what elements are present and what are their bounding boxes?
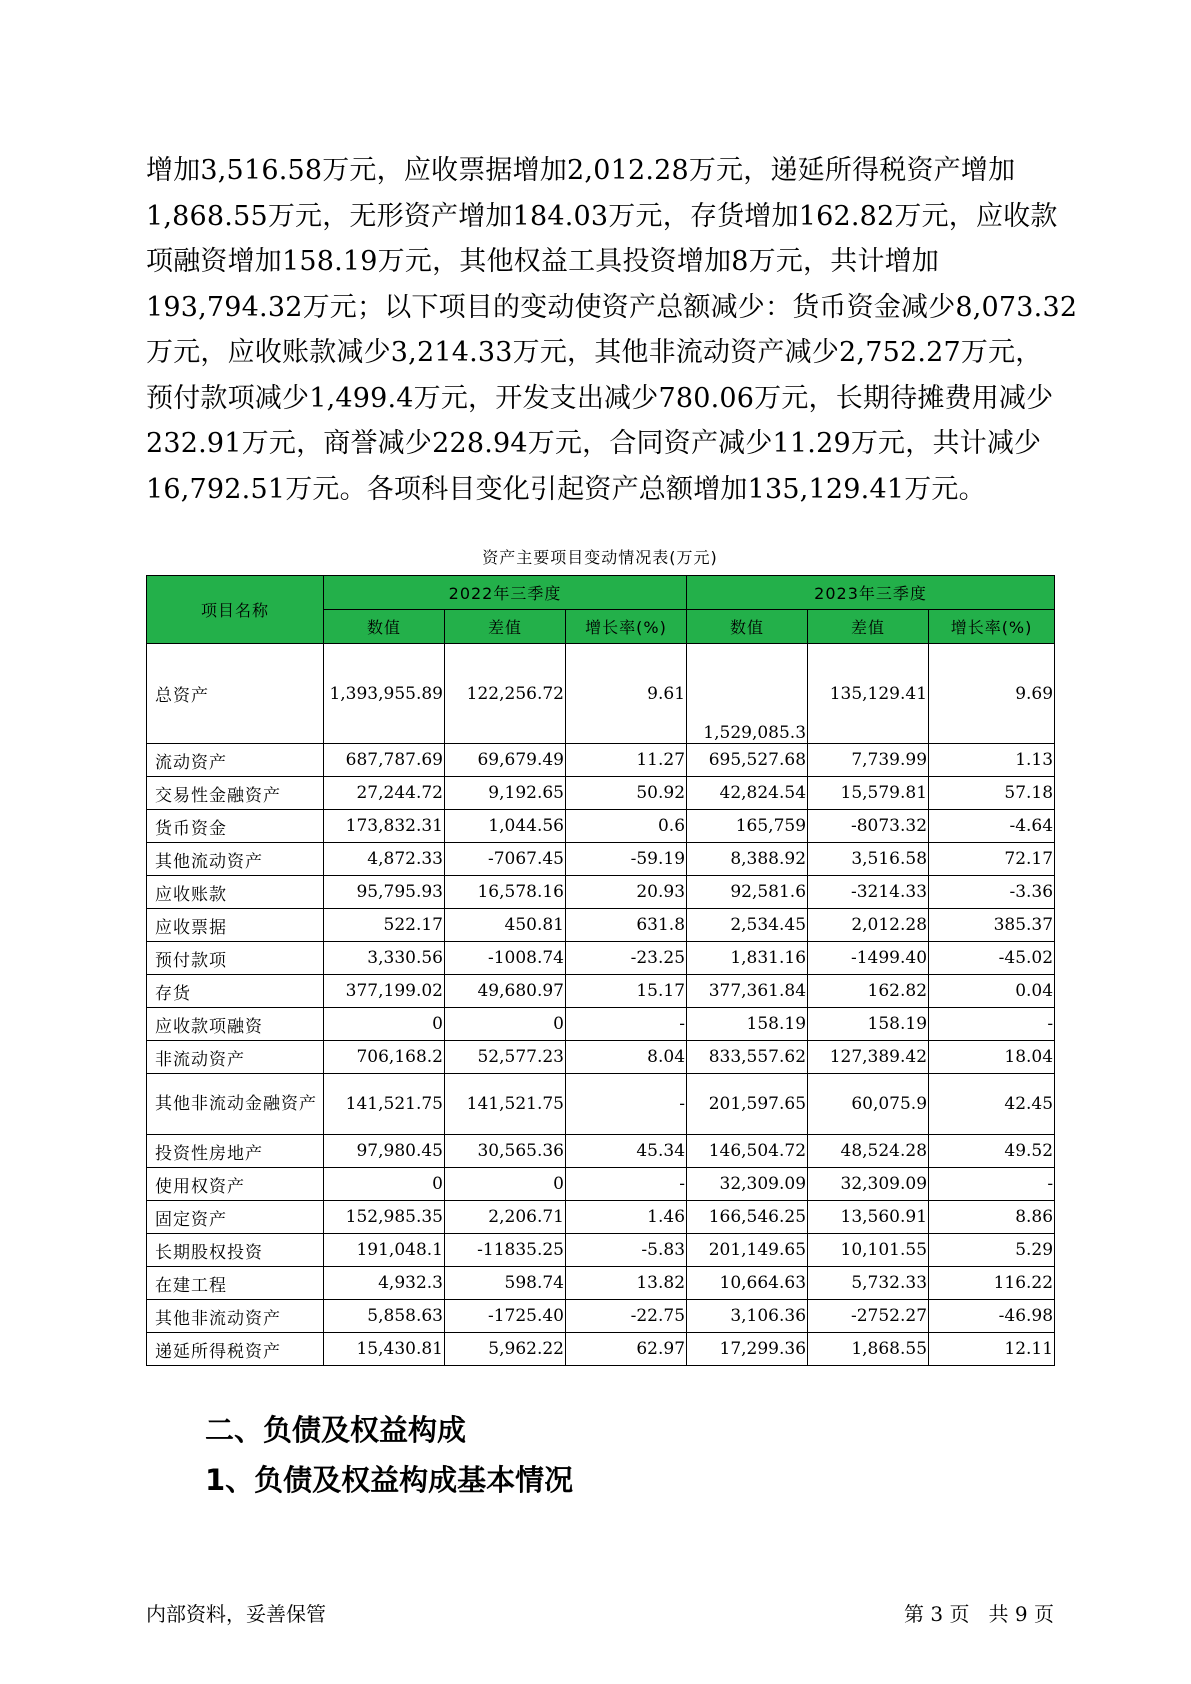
row-cell: -1499.40 [808,942,929,975]
table-row [147,644,1055,744]
row-cell: 49.52 [929,1135,1055,1168]
row-cell: 92,581.6 [687,876,808,909]
row-cell: 4,872.33 [324,843,445,876]
table-caption: 资产主要项目变动情况表(万元) [482,548,718,567]
row-cell: -7067.45 [445,843,566,876]
row-cell: -1725.40 [445,1300,566,1333]
row-cell: 116.22 [929,1267,1055,1300]
table-row [147,810,1055,843]
footer-confidential-note: 内部资料，妥善保管 [146,1602,326,1626]
row-cell: 706,168.2 [324,1041,445,1074]
table-body [147,644,1055,1366]
row-cell: -2752.27 [808,1300,929,1333]
row-cell: 60,075.9 [808,1074,929,1135]
row-cell: 8.86 [929,1201,1055,1234]
row-cell: 8,388.92 [687,843,808,876]
subsection-heading: 1、负债及权益构成基本情况 [205,1463,574,1497]
row-cell: -5.83 [566,1234,687,1267]
row-cell: 95,795.93 [324,876,445,909]
header-diff: 差值 [808,610,929,644]
row-cell: 32,309.09 [687,1168,808,1201]
row-cell: 12.11 [929,1333,1055,1366]
row-cell: 0 [324,1008,445,1041]
row-item-name: 使用权资产 [147,1168,324,1201]
row-cell: 13,560.91 [808,1201,929,1234]
footer-page-number: 第 3 页 共 9 页 [904,1602,1054,1626]
row-cell: -3.36 [929,876,1055,909]
row-cell: -4.64 [929,810,1055,843]
row-cell: -45.02 [929,942,1055,975]
row-cell: 62.97 [566,1333,687,1366]
row-cell: 72.17 [929,843,1055,876]
table-row [147,1008,1055,1041]
row-cell: -1008.74 [445,942,566,975]
row-item-name: 应收票据 [147,909,324,942]
row-cell: 377,199.02 [324,975,445,1008]
row-cell: 1,393,955.89 [324,644,445,744]
row-cell: 3,106.36 [687,1300,808,1333]
row-cell: - [929,1168,1055,1201]
row-cell: -11835.25 [445,1234,566,1267]
row-item-name: 应收账款 [147,876,324,909]
paragraph-line: 193,794.32万元；以下项目的变动使资产总额减少：货币资金减少8,073.32 [146,291,1078,323]
row-cell: 165,759 [687,810,808,843]
row-item-name: 长期股权投资 [147,1234,324,1267]
table-row [147,1300,1055,1333]
row-cell: 42.45 [929,1074,1055,1135]
row-item-name: 在建工程 [147,1267,324,1300]
row-cell: -3214.33 [808,876,929,909]
row-cell: 45.34 [566,1135,687,1168]
row-cell: 152,985.35 [324,1201,445,1234]
row-cell: 7,739.99 [808,744,929,777]
row-cell: 49,680.97 [445,975,566,1008]
row-item-name: 其他非流动资产 [147,1300,324,1333]
row-cell: 17,299.36 [687,1333,808,1366]
row-cell: 15.17 [566,975,687,1008]
header-value: 数值 [324,610,445,644]
row-cell: 122,256.72 [445,644,566,744]
row-cell: 833,557.62 [687,1041,808,1074]
row-cell: -59.19 [566,843,687,876]
row-cell: - [929,1008,1055,1041]
row-cell: 0 [324,1168,445,1201]
table-row [147,744,1055,777]
row-cell: 16,578.16 [445,876,566,909]
table-row [147,1201,1055,1234]
row-cell: 201,597.65 [687,1074,808,1135]
header-diff: 差值 [445,610,566,644]
row-cell: 18.04 [929,1041,1055,1074]
row-cell: 3,516.58 [808,843,929,876]
row-cell: 2,012.28 [808,909,929,942]
row-cell: 377,361.84 [687,975,808,1008]
row-cell: 15,430.81 [324,1333,445,1366]
row-cell: -46.98 [929,1300,1055,1333]
row-cell: 3,330.56 [324,942,445,975]
table-row [147,1234,1055,1267]
table-row [147,777,1055,810]
paragraph-line: 232.91万元，商誉减少228.94万元，合同资产减少11.29万元，共计减少 [146,428,1042,459]
header-growth: 增长率(%) [929,610,1055,644]
row-cell: 20.93 [566,876,687,909]
row-item-name: 交易性金融资产 [147,777,324,810]
row-item-name: 货币资金 [147,810,324,843]
row-cell: 30,565.36 [445,1135,566,1168]
table-row [147,1333,1055,1366]
row-cell: 141,521.75 [324,1074,445,1135]
row-cell: 9.69 [929,644,1055,744]
row-cell: 5,732.33 [808,1267,929,1300]
row-cell: 32,309.09 [808,1168,929,1201]
table-row [147,843,1055,876]
row-item-name: 递延所得税资产 [147,1333,324,1366]
row-item-name: 应收款项融资 [147,1008,324,1041]
header-period-2022: 2022年三季度 [324,576,687,610]
row-cell: 687,787.69 [324,744,445,777]
row-cell: -23.25 [566,942,687,975]
table-row [147,975,1055,1008]
row-cell: 0 [445,1168,566,1201]
table-row [147,1135,1055,1168]
header-period-2023: 2023年三季度 [687,576,1055,610]
header-value: 数值 [687,610,808,644]
row-cell: 8.04 [566,1041,687,1074]
row-cell: 166,546.25 [687,1201,808,1234]
row-cell: 162.82 [808,975,929,1008]
table-row [147,942,1055,975]
row-cell: 15,579.81 [808,777,929,810]
row-cell: 5.29 [929,1234,1055,1267]
row-cell: 11.27 [566,744,687,777]
paragraph-line: 万元，应收账款减少3,214.33万元，其他非流动资产减少2,752.27万元， [146,337,1043,368]
row-cell: 191,048.1 [324,1234,445,1267]
row-cell: - [566,1168,687,1201]
section-heading: 二、负债及权益构成 [205,1413,467,1447]
table-row [147,1267,1055,1300]
row-item-name: 非流动资产 [147,1041,324,1074]
row-cell: 13.82 [566,1267,687,1300]
row-cell: 97,980.45 [324,1135,445,1168]
row-cell: 173,832.31 [324,810,445,843]
row-cell: 0.04 [929,975,1055,1008]
row-cell: 158.19 [808,1008,929,1041]
table-row [147,1168,1055,1201]
table-row [147,876,1055,909]
row-cell: 450.81 [445,909,566,942]
paragraph-line: 16,792.51万元。各项科目变化引起资产总额增加135,129.41万元。 [146,473,986,505]
row-cell: 158.19 [687,1008,808,1041]
row-cell: 5,858.63 [324,1300,445,1333]
row-item-name: 固定资产 [147,1201,324,1234]
paragraph-line: 预付款项减少1,499.4万元，开发支出减少780.06万元，长期待摊费用减少 [146,382,1054,414]
table-header-row [147,576,1055,610]
row-cell: 50.92 [566,777,687,810]
row-item-name: 其他流动资产 [147,843,324,876]
row-item-name: 流动资产 [147,744,324,777]
row-cell: 57.18 [929,777,1055,810]
table-row [147,909,1055,942]
row-cell: 9,192.65 [445,777,566,810]
row-cell: 598.74 [445,1267,566,1300]
row-cell: 2,534.45 [687,909,808,942]
row-cell: 631.8 [566,909,687,942]
row-cell: 127,389.42 [808,1041,929,1074]
row-cell: 1,529,085.3 [687,644,808,744]
paragraph-line: 增加3,516.58万元，应收票据增加2,012.28万元，递延所得税资产增加 [146,155,1016,186]
row-cell: 1.13 [929,744,1055,777]
row-item-name: 投资性房地产 [147,1135,324,1168]
header-growth: 增长率(%) [566,610,687,644]
row-cell: 27,244.72 [324,777,445,810]
paragraph-line: 项融资增加158.19万元，其他权益工具投资增加8万元，共计增加 [146,246,940,277]
table-row [147,1041,1055,1074]
header-item-name: 项目名称 [147,576,324,644]
row-cell: 385.37 [929,909,1055,942]
row-cell: 69,679.49 [445,744,566,777]
row-cell: 201,149.65 [687,1234,808,1267]
paragraph-line: 1,868.55万元，无形资产增加184.03万元，存货增加162.82万元，应收款 [146,200,1058,232]
row-cell: 146,504.72 [687,1135,808,1168]
row-cell: 1,831.16 [687,942,808,975]
row-cell: 0 [445,1008,566,1041]
row-cell: 695,527.68 [687,744,808,777]
row-cell: - [566,1008,687,1041]
row-cell: 141,521.75 [445,1074,566,1135]
row-cell: - [566,1074,687,1135]
body-paragraph [146,148,1078,512]
row-cell: 42,824.54 [687,777,808,810]
row-cell: 9.61 [566,644,687,744]
row-cell: 48,524.28 [808,1135,929,1168]
row-cell: 2,206.71 [445,1201,566,1234]
row-item-name: 其他非流动金融资产 [147,1074,324,1135]
row-cell: 1.46 [566,1201,687,1234]
row-item-name: 存货 [147,975,324,1008]
row-cell: 0.6 [566,810,687,843]
row-cell: 10,664.63 [687,1267,808,1300]
row-cell: 1,044.56 [445,810,566,843]
table-row [147,1074,1055,1135]
row-cell: 52,577.23 [445,1041,566,1074]
row-cell: 522.17 [324,909,445,942]
row-cell: 4,932.3 [324,1267,445,1300]
row-cell: -22.75 [566,1300,687,1333]
row-cell: 5,962.22 [445,1333,566,1366]
row-cell: 135,129.41 [808,644,929,744]
row-cell: -8073.32 [808,810,929,843]
row-item-name: 总资产 [147,644,324,744]
asset-change-table [146,575,1055,1366]
row-item-name: 预付款项 [147,942,324,975]
row-cell: 1,868.55 [808,1333,929,1366]
row-cell: 10,101.55 [808,1234,929,1267]
